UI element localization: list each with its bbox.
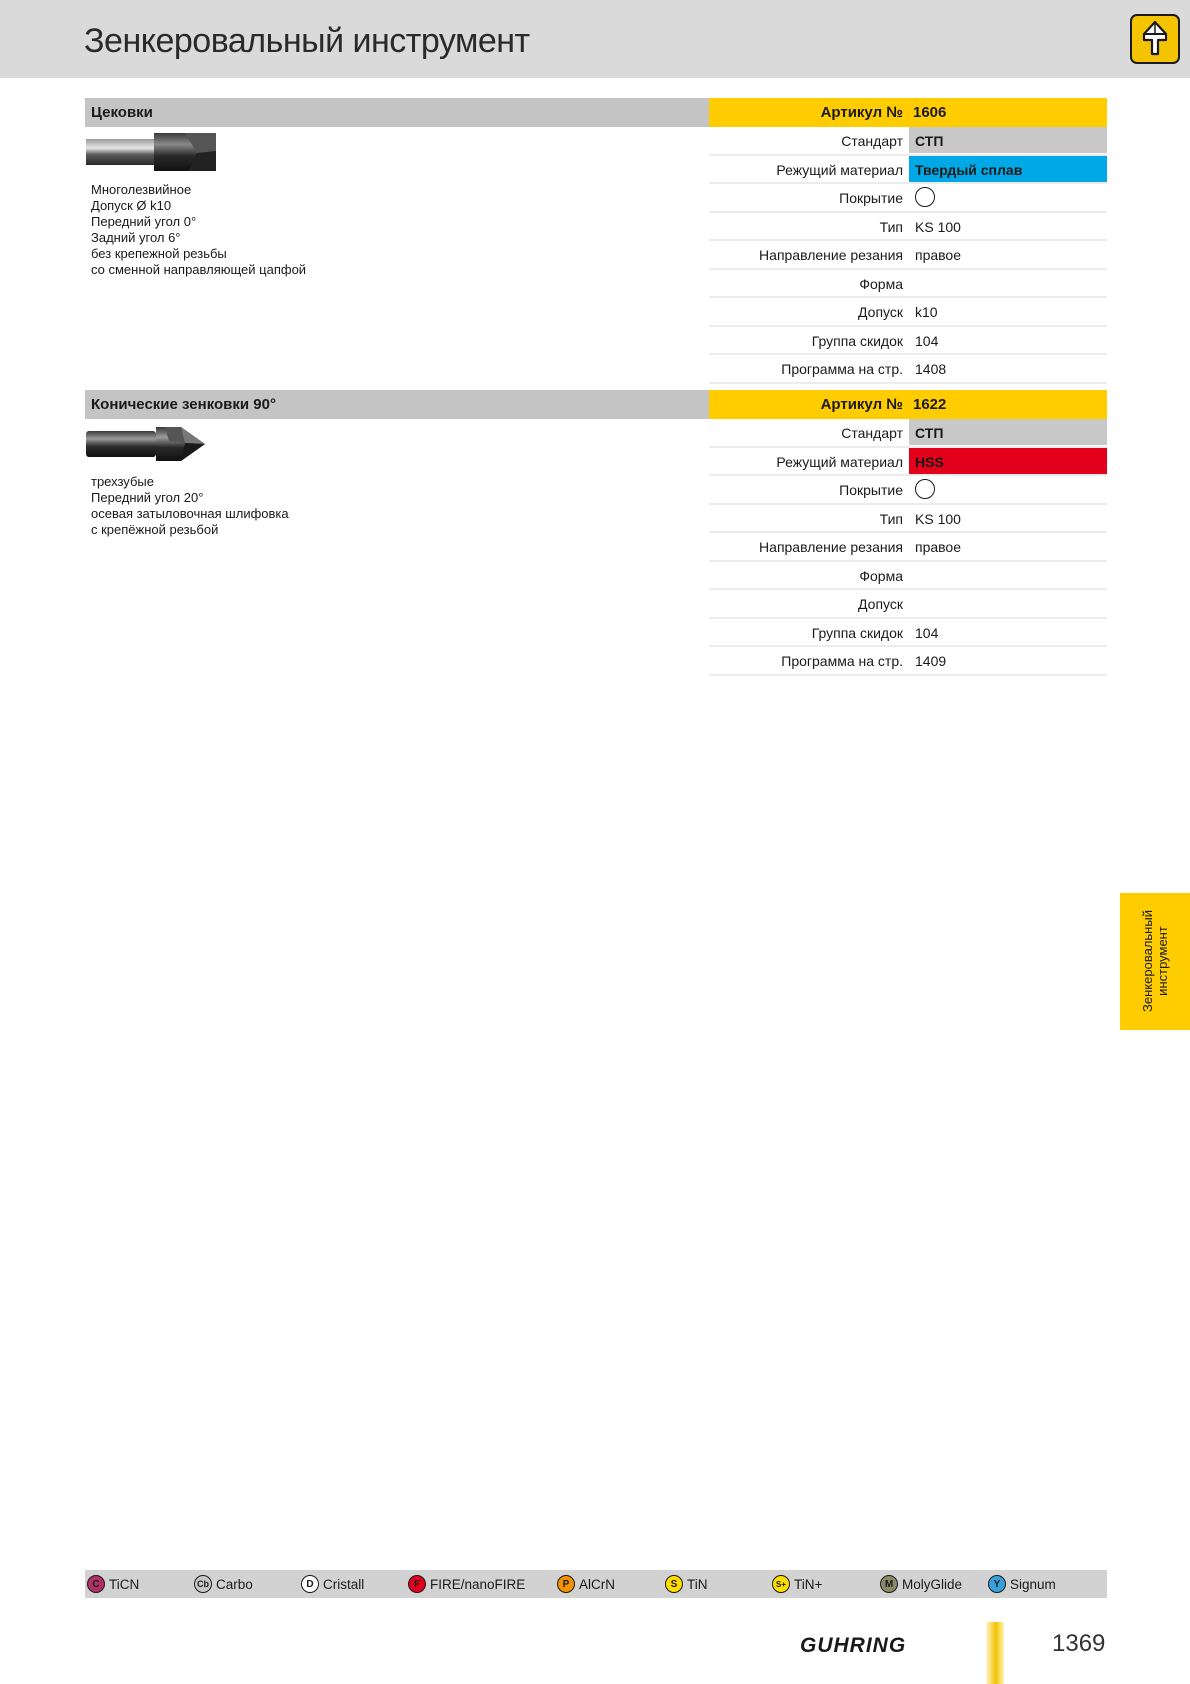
side-tab-line: Зенкеровальный	[1140, 910, 1155, 1012]
spec-row-discount-group	[709, 619, 1107, 648]
legend-label: Signum	[1010, 1576, 1056, 1592]
spec-label: Группа скидок	[811, 624, 903, 641]
legend-item-tin	[665, 1574, 708, 1594]
description-line: Допуск Ø k10	[91, 198, 172, 213]
uncoated-circle-icon	[915, 187, 935, 207]
spec-row-coating	[709, 476, 1107, 505]
page-number: 1369	[1052, 1630, 1106, 1657]
spec-row-standard	[709, 419, 1107, 448]
ticn-badge-icon: C	[87, 1575, 105, 1593]
side-tab-line: инструмент	[1155, 926, 1170, 996]
spec-row-program-page	[709, 355, 1107, 384]
chapter-side-tab-label	[1140, 910, 1170, 1012]
section-header-bar	[85, 98, 709, 127]
spec-label: Стандарт	[841, 133, 903, 149]
spec-row-cutting-material	[709, 156, 1107, 185]
section-title: Цековки	[91, 104, 153, 121]
product-section-countersink-90	[85, 390, 1107, 680]
spec-label: Направление резания	[759, 247, 903, 263]
spec-table	[709, 419, 1107, 676]
legend-label: Carbo	[216, 1576, 253, 1592]
spec-label: Режущий материал	[776, 161, 903, 178]
spec-table	[709, 127, 1107, 384]
spec-row-coating	[709, 184, 1107, 213]
spec-row-tolerance	[709, 590, 1107, 619]
spec-value: 104	[915, 332, 939, 349]
description-line: осевая затыловочная шлифовка	[91, 506, 289, 521]
spec-row-cutting-direction	[709, 533, 1107, 562]
countersink-tool-icon	[1130, 14, 1180, 64]
product-description	[91, 474, 289, 538]
spec-label: Направление резания	[759, 539, 903, 555]
spec-label: Программа на стр.	[781, 653, 903, 669]
spec-value: 104	[915, 624, 939, 641]
cristall-badge-icon: D	[301, 1575, 319, 1593]
carbo-badge-icon: Cb	[194, 1575, 212, 1593]
spec-label: Режущий материал	[776, 453, 903, 470]
legend-item-fire	[408, 1574, 525, 1594]
spec-value: KS 100	[915, 218, 961, 235]
page-header	[0, 0, 1190, 78]
spec-value: k10	[915, 304, 938, 320]
tin-badge-icon: S	[665, 1575, 683, 1593]
spec-row-type	[709, 505, 1107, 534]
guhring-logo: GUHRING	[800, 1634, 907, 1657]
spec-label: Допуск	[858, 304, 903, 320]
uncoated-circle-icon	[915, 479, 935, 499]
legend-item-cristall	[301, 1574, 364, 1594]
spec-label: Покрытие	[839, 482, 903, 498]
spec-value	[909, 270, 1107, 296]
legend-item-signum	[988, 1574, 1056, 1594]
spec-label: Программа на стр.	[781, 361, 903, 377]
article-header-bar	[709, 98, 1107, 127]
article-label: Артикул №	[820, 396, 903, 413]
chapter-side-tab[interactable]	[1120, 893, 1190, 1030]
spec-row-discount-group	[709, 327, 1107, 356]
spec-value: СТП	[909, 127, 1107, 153]
legend-item-molyglide	[880, 1574, 962, 1594]
spec-label: Группа скидок	[811, 332, 903, 349]
page-title: Зенкеровальный инструмент	[84, 22, 530, 60]
description-line: Многолезвийное	[91, 182, 192, 197]
coating-legend	[85, 1570, 1107, 1598]
spec-value	[909, 590, 1107, 616]
counterbore-tool-image	[85, 131, 221, 178]
spec-value: СТП	[909, 419, 1107, 445]
spec-value[interactable]: 1408	[915, 361, 947, 377]
spec-value: KS 100	[915, 510, 961, 527]
legend-label: FIRE/nanoFIRE	[430, 1576, 526, 1592]
spec-value[interactable]: 1409	[915, 653, 947, 669]
legend-label: TiN	[687, 1576, 708, 1592]
spec-row-cutting-direction	[709, 241, 1107, 270]
spec-label: Покрытие	[839, 190, 903, 206]
description-line: Задний угол 6°	[91, 230, 181, 245]
spec-value: правое	[915, 539, 962, 555]
spec-label: Допуск	[858, 596, 903, 612]
signum-badge-icon: Y	[988, 1575, 1006, 1593]
alcrn-badge-icon: P	[557, 1575, 575, 1593]
spec-value: HSS	[909, 448, 1107, 474]
spec-label: Форма	[859, 567, 903, 584]
spec-row-program-page	[709, 647, 1107, 676]
description-line: Передний угол 20°	[91, 490, 204, 505]
spec-label: Форма	[859, 275, 903, 292]
description-line: со сменной направляющей цапфой	[91, 262, 307, 277]
spec-row-standard	[709, 127, 1107, 156]
description-line: с крепёжной резьбой	[91, 522, 219, 537]
legend-item-carbo	[194, 1574, 253, 1594]
article-number[interactable]: 1622	[913, 396, 947, 413]
countersink-90-tool-image	[85, 423, 209, 470]
spec-value	[909, 562, 1107, 588]
spec-row-cutting-material	[709, 448, 1107, 477]
spec-label: Стандарт	[841, 425, 903, 441]
legend-item-tin-plus	[772, 1574, 822, 1594]
tin-plus-badge-icon: S+	[772, 1575, 790, 1593]
product-description	[91, 182, 306, 278]
spec-label: Тип	[879, 218, 903, 235]
section-title: Конические зенковки 90°	[91, 396, 276, 413]
spec-value: правое	[915, 247, 962, 263]
spec-row-shape	[709, 270, 1107, 299]
article-header-bar	[709, 390, 1107, 419]
legend-label: AlCrN	[579, 1576, 615, 1592]
section-header-bar	[85, 390, 709, 419]
fire-badge-icon: F	[408, 1575, 426, 1593]
spec-row-tolerance	[709, 298, 1107, 327]
spec-row-shape	[709, 562, 1107, 591]
legend-label: TiN+	[794, 1576, 823, 1592]
footer-accent-bar	[986, 1622, 1004, 1684]
description-line: без крепежной резьбы	[91, 246, 227, 261]
legend-label: MolyGlide	[902, 1576, 963, 1592]
molyglide-badge-icon: M	[880, 1575, 898, 1593]
spec-row-type	[709, 213, 1107, 242]
product-section-counterbore	[85, 98, 1107, 388]
legend-label: Cristall	[323, 1576, 365, 1592]
description-line: Передний угол 0°	[91, 214, 197, 229]
description-line: трехзубые	[91, 474, 154, 489]
article-label: Артикул №	[820, 104, 903, 121]
spec-label: Тип	[879, 510, 903, 527]
legend-label: TiCN	[109, 1576, 140, 1592]
legend-item-alcrn	[557, 1574, 615, 1594]
article-number[interactable]: 1606	[913, 104, 947, 121]
spec-value: Твердый сплав	[909, 156, 1107, 182]
legend-item-ticn	[87, 1574, 139, 1594]
